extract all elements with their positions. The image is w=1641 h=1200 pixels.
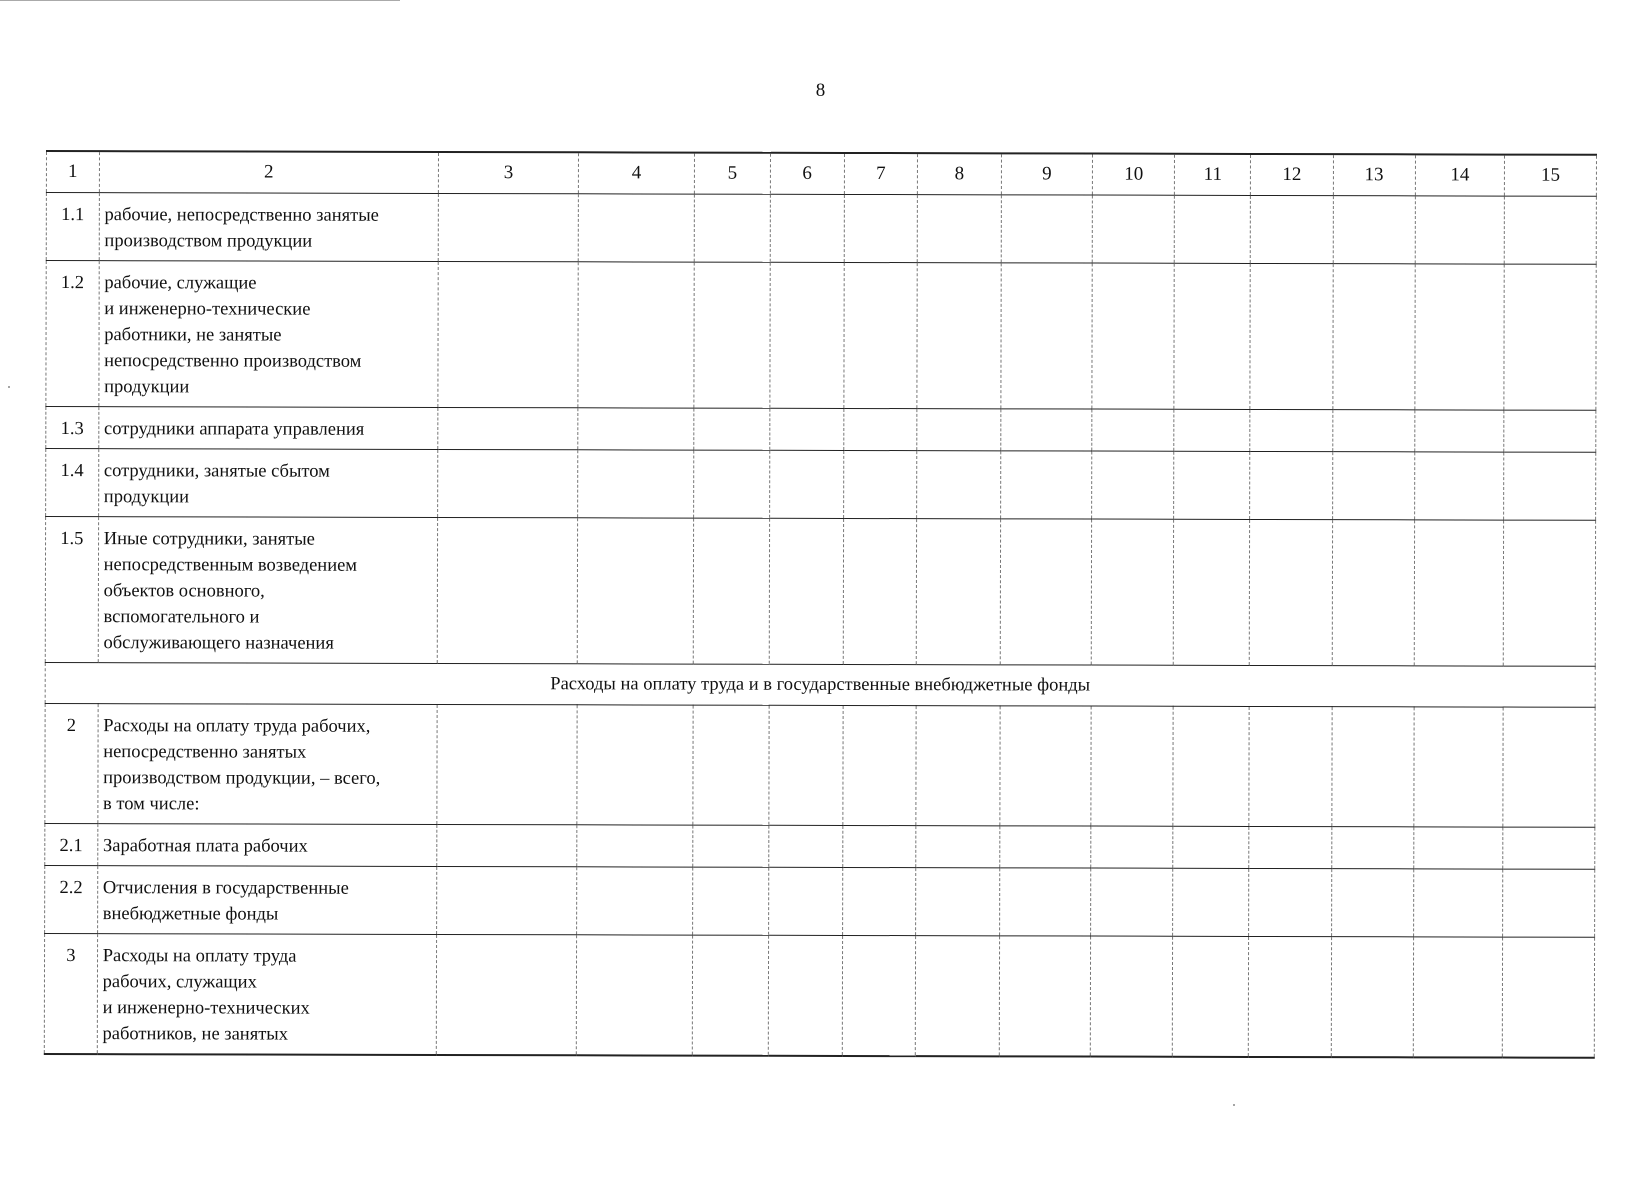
empty-value-cell	[1249, 826, 1331, 868]
top-edge-rule	[0, 0, 400, 1]
empty-value-cell	[576, 935, 692, 1056]
empty-value-cell	[437, 866, 577, 934]
empty-value-cell	[1092, 409, 1174, 451]
row-number: 2	[45, 703, 98, 823]
empty-value-cell	[1174, 519, 1250, 665]
column-header-7: 7	[844, 153, 918, 195]
empty-value-cell	[578, 262, 694, 408]
row-label	[99, 193, 438, 262]
empty-value-cell	[577, 825, 693, 867]
row-label-line: Отчисления в государственные	[102, 878, 349, 899]
table-row	[44, 933, 1594, 1057]
empty-value-cell	[999, 706, 1091, 826]
empty-value-cell	[437, 517, 577, 663]
empty-value-cell	[1250, 451, 1332, 519]
empty-value-cell	[694, 262, 770, 408]
row-number: 2.1	[45, 823, 98, 865]
empty-value-cell	[578, 194, 694, 262]
empty-value-cell	[842, 825, 916, 867]
section-row	[45, 662, 1595, 707]
row-label	[97, 866, 436, 935]
empty-value-cell	[1415, 196, 1505, 264]
row-label-line: рабочие, непосредственно занятые	[104, 205, 379, 226]
form-table-container	[44, 150, 1597, 1059]
table-body	[44, 151, 1596, 1058]
row-number: 3	[44, 933, 97, 1054]
column-header-13: 13	[1333, 154, 1415, 196]
empty-value-cell	[1250, 409, 1332, 451]
empty-value-cell	[1091, 706, 1173, 826]
empty-value-cell	[1504, 196, 1596, 264]
row-number: 1.3	[46, 407, 99, 449]
table-row	[46, 261, 1596, 411]
table-row	[45, 865, 1595, 937]
empty-value-cell	[1173, 826, 1249, 868]
empty-value-cell	[1092, 519, 1175, 665]
empty-value-cell	[1091, 936, 1173, 1057]
row-label	[98, 517, 438, 664]
column-header-15: 15	[1505, 155, 1597, 197]
empty-value-cell	[1504, 264, 1596, 410]
empty-value-cell	[769, 705, 843, 825]
empty-value-cell	[578, 408, 694, 450]
empty-value-cell	[437, 824, 577, 866]
section-title: Расходы на оплату труда и в государственные внебюджетные фонды	[45, 662, 1595, 707]
empty-value-cell	[1332, 520, 1415, 666]
row-label-line: непосредственно занятых	[103, 742, 307, 763]
row-label	[97, 824, 436, 867]
empty-value-cell	[1332, 452, 1414, 520]
empty-value-cell	[1251, 195, 1333, 263]
column-header-12: 12	[1251, 154, 1333, 196]
empty-value-cell	[692, 935, 768, 1056]
empty-value-cell	[1000, 409, 1092, 451]
empty-value-cell	[1092, 195, 1174, 263]
table-row	[46, 193, 1596, 265]
empty-value-cell	[916, 826, 999, 868]
empty-value-cell	[916, 936, 1000, 1057]
empty-value-cell	[1413, 937, 1503, 1058]
empty-value-cell	[577, 867, 693, 935]
row-label-line: и инженерно-технические	[104, 299, 311, 320]
empty-value-cell	[1415, 264, 1505, 410]
row-label	[98, 449, 437, 518]
empty-value-cell	[1331, 869, 1413, 937]
column-header-2: 2	[99, 151, 438, 193]
empty-value-cell	[842, 705, 916, 825]
empty-value-cell	[770, 408, 844, 450]
empty-value-cell	[438, 261, 578, 407]
empty-value-cell	[843, 408, 917, 450]
row-label	[99, 261, 439, 408]
row-number: 1.2	[46, 261, 99, 407]
empty-value-cell	[693, 825, 769, 867]
empty-value-cell	[1333, 196, 1415, 264]
row-label-line: Заработная плата рабочих	[102, 836, 308, 857]
empty-value-cell	[917, 263, 1001, 409]
empty-value-cell	[769, 518, 843, 664]
empty-value-cell	[694, 194, 770, 262]
empty-value-cell	[769, 450, 843, 518]
row-number: 1.1	[46, 193, 99, 261]
table-row	[45, 517, 1595, 667]
empty-value-cell	[1413, 869, 1503, 937]
empty-value-cell	[768, 935, 842, 1056]
row-label-line: вспомогательного и	[103, 607, 260, 628]
empty-value-cell	[1000, 519, 1092, 665]
empty-value-cell	[917, 409, 1000, 451]
empty-value-cell	[1504, 410, 1596, 452]
empty-value-cell	[770, 194, 844, 262]
column-header-11: 11	[1175, 154, 1251, 196]
empty-value-cell	[1175, 195, 1251, 263]
row-label-line: производством продукции, – всего,	[103, 768, 381, 789]
column-number-header-row	[46, 151, 1596, 196]
row-label-line: обслуживающего назначения	[103, 633, 334, 654]
empty-value-cell	[1091, 868, 1173, 936]
column-header-4: 4	[578, 152, 694, 194]
empty-value-cell	[842, 867, 916, 935]
empty-value-cell	[1503, 937, 1595, 1058]
empty-value-cell	[693, 518, 769, 664]
empty-value-cell	[1173, 868, 1249, 936]
empty-value-cell	[1250, 263, 1333, 409]
empty-value-cell	[916, 706, 1000, 826]
empty-value-cell	[436, 934, 576, 1055]
row-label-line: в том числе:	[103, 794, 200, 815]
row-label	[98, 407, 437, 450]
column-header-9: 9	[1001, 153, 1093, 195]
empty-value-cell	[999, 826, 1091, 868]
row-label	[98, 704, 438, 825]
empty-value-cell	[843, 450, 917, 518]
empty-value-cell	[917, 519, 1001, 665]
row-label-line: продукции	[103, 487, 190, 508]
empty-value-cell	[694, 450, 770, 518]
empty-value-cell	[769, 825, 843, 867]
column-header-1: 1	[46, 151, 99, 193]
row-label	[97, 934, 437, 1055]
column-header-3: 3	[438, 152, 578, 194]
table-row	[46, 407, 1596, 453]
scan-speck	[1233, 1104, 1235, 1106]
page-number: 8	[815, 80, 826, 101]
row-label-line: рабочих, служащих	[102, 972, 257, 993]
empty-value-cell	[693, 705, 769, 825]
row-label-line: объектов основного,	[103, 581, 265, 602]
row-label-line: сотрудники аппарата управления	[103, 419, 365, 440]
row-label-line: сотрудники, занятые сбытом	[103, 461, 330, 482]
empty-value-cell	[1503, 707, 1595, 827]
row-label-line: непосредственно производством	[104, 351, 362, 372]
empty-value-cell	[918, 195, 1001, 263]
empty-value-cell	[1503, 520, 1595, 666]
table-row	[45, 823, 1595, 869]
row-label-line: Иные сотрудники, занятые	[103, 529, 315, 550]
empty-value-cell	[1332, 264, 1415, 410]
empty-value-cell	[1249, 706, 1331, 826]
empty-value-cell	[1174, 409, 1250, 451]
empty-value-cell	[844, 194, 918, 262]
empty-value-cell	[1413, 827, 1503, 869]
empty-value-cell	[1503, 869, 1595, 937]
row-label-line: работники, не занятые	[104, 325, 282, 346]
empty-value-cell	[438, 193, 578, 261]
empty-value-cell	[1331, 827, 1413, 869]
empty-value-cell	[999, 868, 1091, 936]
empty-value-cell	[917, 451, 1000, 519]
empty-value-cell	[1250, 519, 1333, 665]
empty-value-cell	[916, 868, 999, 936]
row-number: 1.5	[45, 517, 98, 663]
column-header-5: 5	[694, 153, 770, 195]
empty-value-cell	[1174, 263, 1250, 409]
empty-value-cell	[1331, 937, 1413, 1058]
empty-value-cell	[1174, 451, 1250, 519]
empty-value-cell	[1091, 826, 1173, 868]
row-label-line: производством продукции	[104, 231, 313, 252]
empty-value-cell	[1249, 868, 1331, 936]
empty-value-cell	[1173, 936, 1249, 1057]
row-number: 2.2	[45, 865, 98, 933]
empty-value-cell	[1331, 707, 1413, 827]
row-label-line: непосредственным возведением	[103, 555, 358, 576]
empty-value-cell	[577, 518, 693, 664]
empty-value-cell	[999, 936, 1091, 1057]
row-number: 1.4	[46, 449, 99, 517]
row-label-line: продукции	[104, 377, 190, 398]
empty-value-cell	[770, 262, 844, 408]
empty-value-cell	[843, 262, 917, 408]
table-row	[46, 449, 1596, 521]
row-label-line: Расходы на оплату труда	[102, 946, 297, 967]
empty-value-cell	[768, 867, 842, 935]
empty-value-cell	[694, 408, 770, 450]
empty-value-cell	[1414, 707, 1504, 827]
empty-value-cell	[1414, 452, 1504, 520]
empty-value-cell	[578, 450, 694, 518]
empty-value-cell	[1000, 263, 1092, 409]
empty-value-cell	[437, 704, 577, 824]
row-label-line: рабочие, служащие	[104, 273, 257, 294]
empty-value-cell	[577, 705, 693, 825]
row-label-line: внебюджетные фонды	[102, 904, 279, 925]
column-header-8: 8	[918, 153, 1001, 195]
empty-value-cell	[693, 867, 769, 935]
row-label-line: Расходы на оплату труда рабочих,	[103, 716, 371, 737]
empty-value-cell	[1092, 263, 1175, 409]
empty-value-cell	[1000, 451, 1092, 519]
empty-value-cell	[1001, 195, 1093, 263]
empty-value-cell	[1503, 827, 1595, 869]
empty-value-cell	[1173, 706, 1249, 826]
scan-speck	[8, 386, 10, 388]
empty-value-cell	[1414, 410, 1504, 452]
column-header-14: 14	[1415, 154, 1505, 196]
row-label-line: и инженерно-технических	[102, 998, 310, 1019]
table-row	[45, 703, 1595, 827]
column-header-10: 10	[1093, 154, 1175, 196]
empty-value-cell	[1332, 410, 1414, 452]
empty-value-cell	[438, 449, 578, 517]
empty-value-cell	[1504, 452, 1596, 520]
row-label-line: работников, не занятых	[102, 1024, 289, 1045]
form-table	[44, 150, 1597, 1059]
empty-value-cell	[842, 935, 916, 1056]
empty-value-cell	[1414, 520, 1504, 666]
empty-value-cell	[1249, 936, 1331, 1057]
empty-value-cell	[438, 407, 578, 449]
empty-value-cell	[1092, 451, 1174, 519]
column-header-6: 6	[770, 153, 844, 195]
empty-value-cell	[843, 518, 917, 664]
